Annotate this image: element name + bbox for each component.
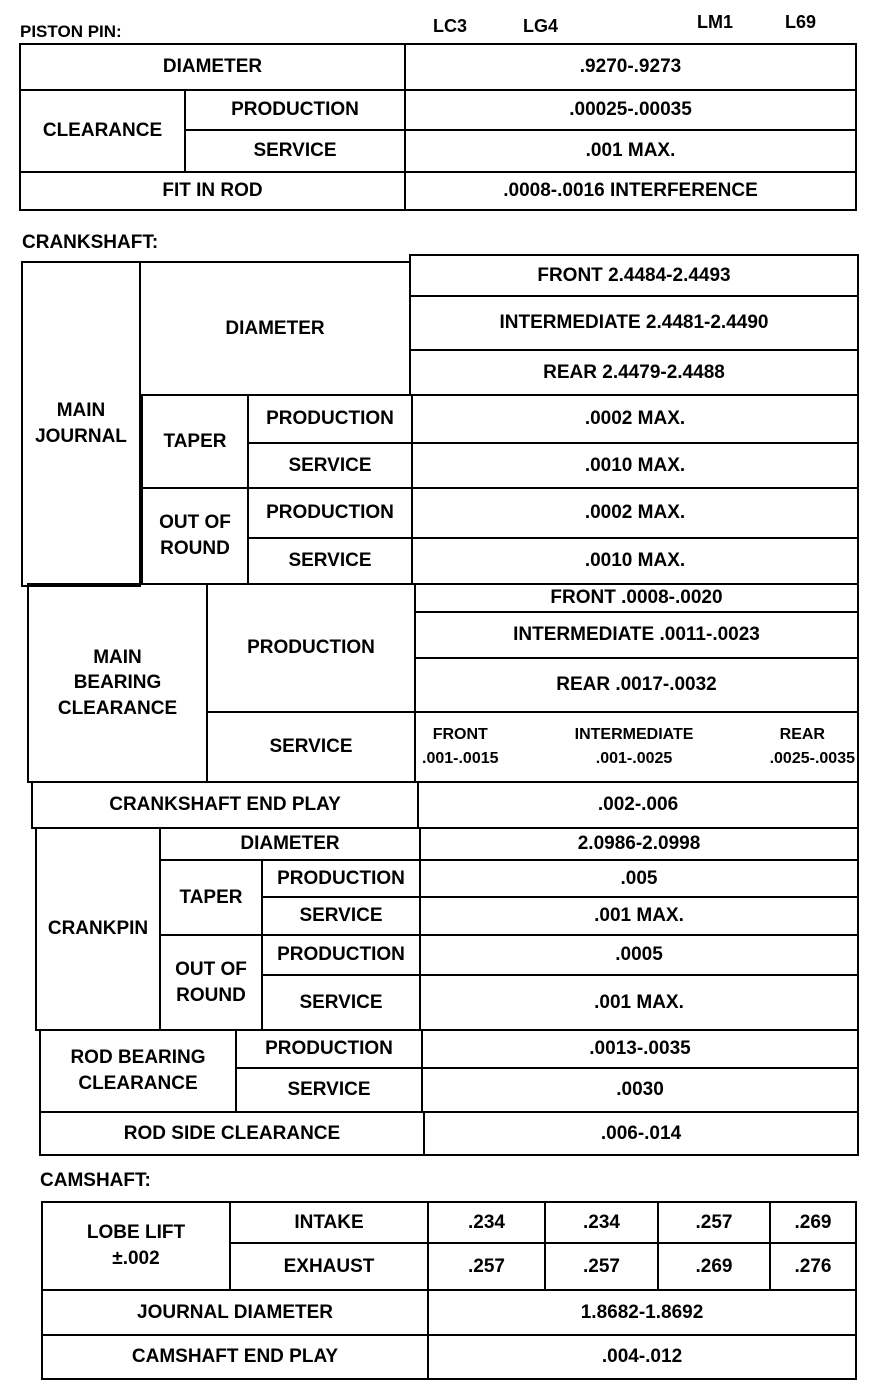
pin-fit-value: .0008-.0016 INTERFERENCE xyxy=(404,171,857,211)
intake-label: INTAKE xyxy=(229,1201,429,1244)
pin-service-value: .001 MAX. xyxy=(404,129,857,173)
mbc-service-label: SERVICE xyxy=(206,711,416,783)
pin-diameter-label: DIAMETER xyxy=(19,43,406,91)
mj-oor-production-label: PRODUCTION xyxy=(247,487,413,539)
pin-production-label: PRODUCTION xyxy=(184,89,406,131)
mj-oor-service: .0010 MAX. xyxy=(411,537,859,585)
crankpin-taper-label: TAPER xyxy=(159,859,263,936)
mbc-service-front: FRONT .001-.0015 xyxy=(422,726,499,767)
engine-lc3: LC3 xyxy=(433,16,468,36)
mj-oor-label: OUT OF ROUND xyxy=(141,487,249,585)
pin-clearance-label: CLEARANCE xyxy=(19,89,186,173)
journal-diameter-label: JOURNAL DIAMETER xyxy=(41,1289,429,1336)
mj-oor-production: .0002 MAX. xyxy=(411,487,859,539)
mbc-service-values xyxy=(414,711,859,783)
exhaust-l69: .276 xyxy=(769,1242,857,1291)
exhaust-lc3: .257 xyxy=(427,1242,546,1291)
crankpin-diameter: 2.0986-2.0998 xyxy=(419,827,859,861)
crankpin-label: CRANKPIN xyxy=(35,827,161,1031)
exhaust-label: EXHAUST xyxy=(229,1242,429,1291)
mj-diameter-label: DIAMETER xyxy=(139,261,411,396)
mj-taper-production: .0002 MAX. xyxy=(411,394,859,444)
main-journal-label: MAIN JOURNAL xyxy=(21,261,141,587)
rbc-production: .0013-.0035 xyxy=(421,1029,859,1069)
cam-end-play: .004-.012 xyxy=(427,1334,857,1380)
crankpin-oor-service-label: SERVICE xyxy=(261,974,421,1031)
mbc-production-label: PRODUCTION xyxy=(206,583,416,713)
crankpin-taper-service-label: SERVICE xyxy=(261,896,421,936)
intake-l69: .269 xyxy=(769,1201,857,1244)
mj-taper-service-label: SERVICE xyxy=(247,442,413,489)
piston-pin-heading: PISTON PIN: xyxy=(20,22,122,41)
mbc-service-rear: REAR .0025-.0035 xyxy=(769,726,855,767)
mj-oor-service-label: SERVICE xyxy=(247,537,413,585)
journal-diameter: 1.8682-1.8692 xyxy=(427,1289,857,1336)
crankpin-diameter-label: DIAMETER xyxy=(159,827,421,861)
rod-side-clearance-label: ROD SIDE CLEARANCE xyxy=(39,1111,425,1156)
rbc-production-label: PRODUCTION xyxy=(235,1029,423,1069)
cam-end-play-label: CAMSHAFT END PLAY xyxy=(41,1334,429,1380)
engine-l69: L69 xyxy=(785,12,817,32)
intake-lm1: .257 xyxy=(657,1201,771,1244)
mbc-prod-rear: REAR .0017-.0032 xyxy=(414,657,859,713)
lobe-lift-label: LOBE LIFT ±.002 xyxy=(41,1201,231,1291)
crankpin-oor-production-label: PRODUCTION xyxy=(261,934,421,976)
crankshaft-heading: CRANKSHAFT: xyxy=(22,232,159,253)
mj-diameter-front: FRONT 2.4484-2.4493 xyxy=(409,254,859,297)
pin-fit-label: FIT IN ROD xyxy=(19,171,406,211)
mj-taper-label: TAPER xyxy=(141,394,249,489)
pin-service-label: SERVICE xyxy=(184,129,406,173)
pin-diameter-value: .9270-.9273 xyxy=(404,43,857,91)
crankpin-taper-production-label: PRODUCTION xyxy=(261,859,421,898)
main-bearing-clearance-label: MAIN BEARING CLEARANCE xyxy=(27,583,208,783)
engine-lm1: LM1 xyxy=(697,12,733,32)
mj-taper-production-label: PRODUCTION xyxy=(247,394,413,444)
mbc-prod-intermediate: INTERMEDIATE .0011-.0023 xyxy=(414,611,859,659)
crankpin-taper-production: .005 xyxy=(419,859,859,898)
intake-lc3: .234 xyxy=(427,1201,546,1244)
mbc-prod-front: FRONT .0008-.0020 xyxy=(414,583,859,613)
crank-end-play-value: .002-.006 xyxy=(417,781,859,829)
rbc-service-label: SERVICE xyxy=(235,1067,423,1113)
rod-side-clearance: .006-.014 xyxy=(423,1111,859,1156)
rbc-service: .0030 xyxy=(421,1067,859,1113)
pin-production-value: .00025-.00035 xyxy=(404,89,857,131)
crankpin-taper-service: .001 MAX. xyxy=(419,896,859,936)
mj-diameter-intermediate: INTERMEDIATE 2.4481-2.4490 xyxy=(409,295,859,351)
rod-bearing-clearance-label: ROD BEARING CLEARANCE xyxy=(39,1029,237,1113)
mj-taper-service: .0010 MAX. xyxy=(411,442,859,489)
crankpin-oor-service: .001 MAX. xyxy=(419,974,859,1031)
mbc-service-intermediate: INTERMEDIATE .001-.0025 xyxy=(574,726,694,767)
crankpin-oor-production: .0005 xyxy=(419,934,859,976)
intake-lg4: .234 xyxy=(544,1201,659,1244)
exhaust-lg4: .257 xyxy=(544,1242,659,1291)
crank-end-play-label: CRANKSHAFT END PLAY xyxy=(31,781,419,829)
exhaust-lm1: .269 xyxy=(657,1242,771,1291)
crankpin-oor-label: OUT OF ROUND xyxy=(159,934,263,1031)
mj-diameter-rear: REAR 2.4479-2.4488 xyxy=(409,349,859,396)
camshaft-heading: CAMSHAFT: xyxy=(40,1170,151,1191)
engine-lg4: LG4 xyxy=(523,16,559,36)
